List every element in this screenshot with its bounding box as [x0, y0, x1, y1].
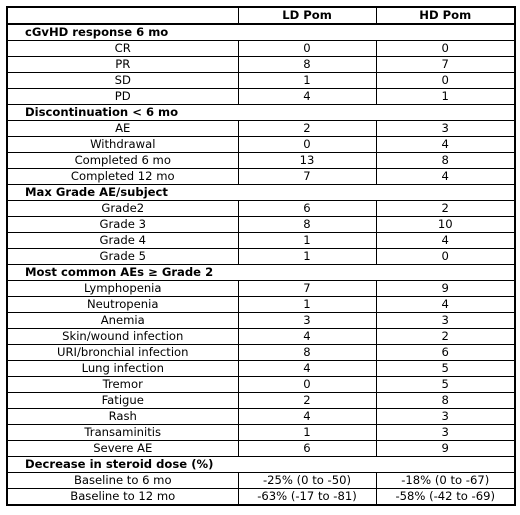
- table-row: [7, 441, 515, 457]
- table-row: [7, 217, 515, 233]
- ld-pom-value: 6: [238, 201, 376, 217]
- table-row: [7, 425, 515, 441]
- hd-pom-value: 9: [376, 441, 515, 457]
- hd-pom-value: 4: [376, 233, 515, 249]
- section-header-row: [7, 265, 515, 281]
- row-label: Baseline to 6 mo: [7, 473, 238, 489]
- hd-pom-value: 5: [376, 361, 515, 377]
- table-row: [7, 153, 515, 169]
- hd-pom-value: 2: [376, 329, 515, 345]
- row-label: Grade 5: [7, 249, 238, 265]
- row-label: Completed 6 mo: [7, 153, 238, 169]
- ld-pom-value: 4: [238, 329, 376, 345]
- row-label: PR: [7, 57, 238, 73]
- results-table-container: [6, 6, 514, 506]
- hd-pom-value: 6: [376, 345, 515, 361]
- row-label: Baseline to 12 mo: [7, 489, 238, 506]
- row-label: Rash: [7, 409, 238, 425]
- hd-pom-value: 0: [376, 249, 515, 265]
- hd-pom-value: 0: [376, 41, 515, 57]
- header-ld-pom: LD Pom: [238, 7, 376, 24]
- table-row: [7, 489, 515, 506]
- table-row: [7, 329, 515, 345]
- row-label: Severe AE: [7, 441, 238, 457]
- row-label: AE: [7, 121, 238, 137]
- table-row: [7, 313, 515, 329]
- ld-pom-value: 2: [238, 393, 376, 409]
- hd-pom-value: 3: [376, 425, 515, 441]
- ld-pom-value: 7: [238, 169, 376, 185]
- row-label: Lymphopenia: [7, 281, 238, 297]
- hd-pom-value: 4: [376, 137, 515, 153]
- table-row: [7, 201, 515, 217]
- table-row: [7, 377, 515, 393]
- section-title: cGvHD response 6 mo: [7, 24, 515, 41]
- ld-pom-value: 4: [238, 89, 376, 105]
- header-blank-cell: [7, 7, 238, 24]
- table-row: [7, 233, 515, 249]
- row-label: SD: [7, 73, 238, 89]
- ld-pom-value: 8: [238, 57, 376, 73]
- section-title: Max Grade AE/subject: [7, 185, 515, 201]
- header-hd-pom: HD Pom: [376, 7, 515, 24]
- ld-pom-value: 0: [238, 41, 376, 57]
- hd-pom-value: 3: [376, 121, 515, 137]
- section-title: Most common AEs ≥ Grade 2: [7, 265, 515, 281]
- table-row: [7, 73, 515, 89]
- ld-pom-value: -25% (0 to -50): [238, 473, 376, 489]
- hd-pom-value: 3: [376, 409, 515, 425]
- table-row: [7, 57, 515, 73]
- hd-pom-value: -18% (0 to -67): [376, 473, 515, 489]
- header-row: [7, 7, 515, 24]
- hd-pom-value: -58% (-42 to -69): [376, 489, 515, 506]
- row-label: Anemia: [7, 313, 238, 329]
- row-label: Transaminitis: [7, 425, 238, 441]
- table-row: [7, 393, 515, 409]
- hd-pom-value: 5: [376, 377, 515, 393]
- hd-pom-value: 8: [376, 393, 515, 409]
- ld-pom-value: 1: [238, 297, 376, 313]
- ld-pom-value: 3: [238, 313, 376, 329]
- row-label: Grade 3: [7, 217, 238, 233]
- table-row: [7, 345, 515, 361]
- section-header-row: [7, 185, 515, 201]
- hd-pom-value: 4: [376, 297, 515, 313]
- table-row: [7, 89, 515, 105]
- hd-pom-value: 4: [376, 169, 515, 185]
- ld-pom-value: 1: [238, 249, 376, 265]
- table-row: [7, 361, 515, 377]
- row-label: Grade2: [7, 201, 238, 217]
- row-label: PD: [7, 89, 238, 105]
- table-row: [7, 41, 515, 57]
- table-row: [7, 409, 515, 425]
- ld-pom-value: 0: [238, 377, 376, 393]
- row-label: URI/bronchial infection: [7, 345, 238, 361]
- section-header-row: [7, 105, 515, 121]
- row-label: Completed 12 mo: [7, 169, 238, 185]
- ld-pom-value: 8: [238, 345, 376, 361]
- ld-pom-value: 2: [238, 121, 376, 137]
- ld-pom-value: -63% (-17 to -81): [238, 489, 376, 506]
- table-row: [7, 137, 515, 153]
- ld-pom-value: 4: [238, 409, 376, 425]
- table-row: [7, 297, 515, 313]
- section-header-row: [7, 24, 515, 41]
- row-label: CR: [7, 41, 238, 57]
- row-label: Lung infection: [7, 361, 238, 377]
- ld-pom-value: 8: [238, 217, 376, 233]
- row-label: Fatigue: [7, 393, 238, 409]
- ld-pom-value: 7: [238, 281, 376, 297]
- hd-pom-value: 0: [376, 73, 515, 89]
- table-row: [7, 249, 515, 265]
- ld-pom-value: 6: [238, 441, 376, 457]
- section-header-row: [7, 457, 515, 473]
- hd-pom-value: 7: [376, 57, 515, 73]
- hd-pom-value: 1: [376, 89, 515, 105]
- row-label: Withdrawal: [7, 137, 238, 153]
- section-title: Discontinuation < 6 mo: [7, 105, 515, 121]
- row-label: Tremor: [7, 377, 238, 393]
- hd-pom-value: 2: [376, 201, 515, 217]
- hd-pom-value: 9: [376, 281, 515, 297]
- row-label: Grade 4: [7, 233, 238, 249]
- results-table: [6, 6, 516, 506]
- ld-pom-value: 0: [238, 137, 376, 153]
- table-row: [7, 169, 515, 185]
- ld-pom-value: 13: [238, 153, 376, 169]
- ld-pom-value: 1: [238, 73, 376, 89]
- section-title: Decrease in steroid dose (%): [7, 457, 515, 473]
- row-label: Neutropenia: [7, 297, 238, 313]
- ld-pom-value: 1: [238, 425, 376, 441]
- hd-pom-value: 10: [376, 217, 515, 233]
- hd-pom-value: 3: [376, 313, 515, 329]
- hd-pom-value: 8: [376, 153, 515, 169]
- table-row: [7, 281, 515, 297]
- table-row: [7, 473, 515, 489]
- ld-pom-value: 4: [238, 361, 376, 377]
- table-row: [7, 121, 515, 137]
- table-body: [7, 24, 515, 505]
- ld-pom-value: 1: [238, 233, 376, 249]
- row-label: Skin/wound infection: [7, 329, 238, 345]
